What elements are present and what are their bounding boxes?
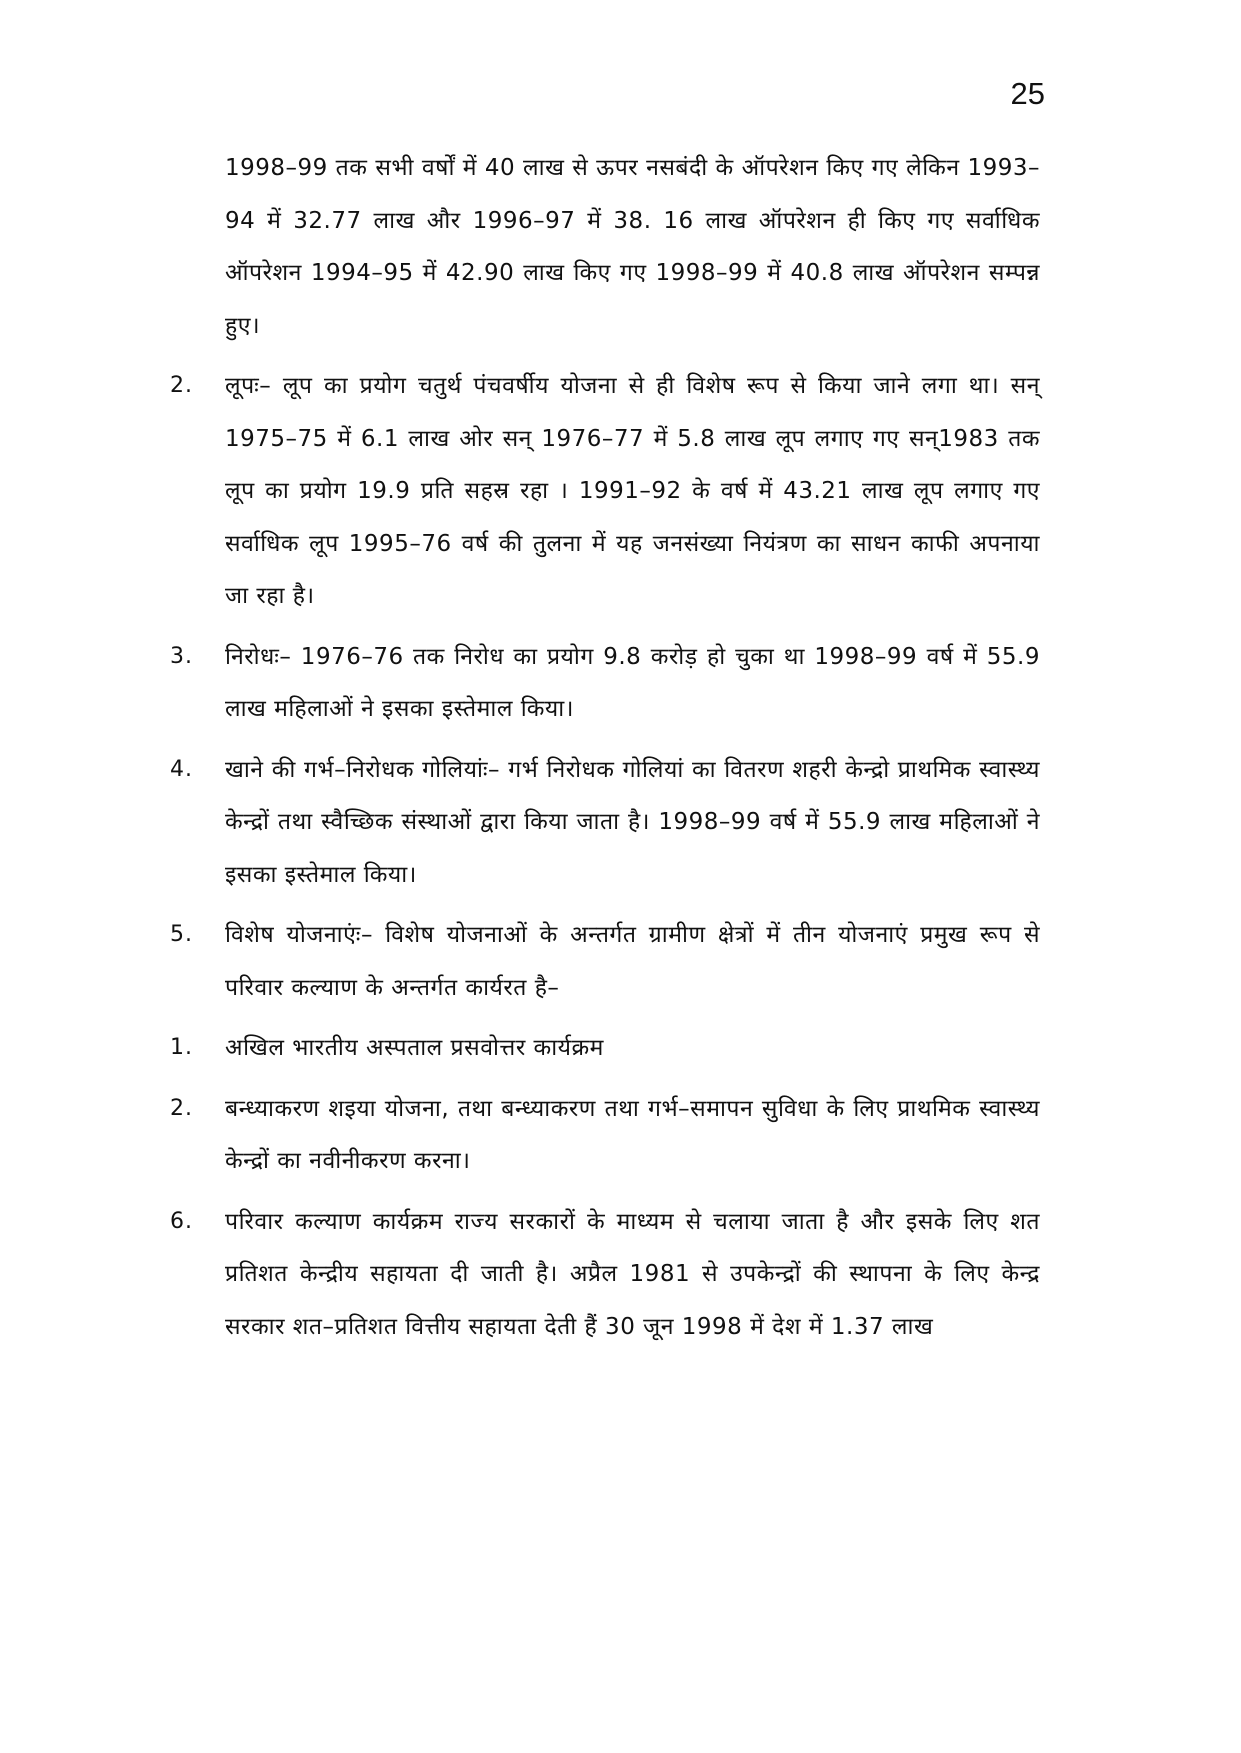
sub-list-item <box>170 1022 1040 1075</box>
list-item-number: 4. <box>170 756 193 782</box>
list-item-text: लूपः– लूप का प्रयोग चतुर्थ पंचवर्षीय योजना से ही विशेष रूप से किया जाने लगा था। सन् 1975–75 में 6.1 लाख ओर सन् 1976–77 में 5.8 लाख लूप लगाए गए सन्1983 तक लूप का प्रयोग 19.9 प्रति सहस्र रहा । 1991–92 के वर्ष में 43.21 लाख लूप लगाए गए सर्वाधिक लूप 1995–76 वर्ष की तुलना में यह जनसंख्या नियंत्रण का साधन काफी अपनाया जा रहा है। <box>225 373 1040 609</box>
list-item-number: 6. <box>170 1208 193 1234</box>
list-item-number: 3. <box>170 643 193 669</box>
list-item-text: परिवार कल्याण कार्यक्रम राज्य सरकारों के माध्यम से चलाया जाता है और इसके लिए शत प्रतिशत केन्द्रीय सहायता दी जाती है। अप्रैल 1981 से उपकेन्द्रों की स्थापना के लिए केन्द्र सरकार शत–प्रतिशत वित्तीय सहायता देती हैं 30 जून 1998 में देश में 1.37 लाख <box>225 1208 1040 1340</box>
list-item-text: विशेष योजनाएंः– विशेष योजनाओं के अन्तर्गत ग्रामीण क्षेत्रों में तीन योजनाएं प्रमुख रूप से परिवार कल्याण के अन्तर्गत कार्यरत है– <box>225 922 1040 1001</box>
list-item <box>170 631 1040 736</box>
list-item-number: 1. <box>170 1035 193 1060</box>
list-item-number: 2. <box>170 1095 193 1121</box>
list-item <box>170 744 1040 902</box>
list-item-number: 2. <box>170 373 193 398</box>
list-item <box>170 1196 1040 1354</box>
list-item <box>170 909 1040 1014</box>
list-item-number: 5. <box>170 922 193 947</box>
list-item-text: खाने की गर्भ–निरोधक गोलियांः– गर्भ निरोधक गोलियां का वितरण शहरी केन्द्रो प्राथमिक स्वास्थ्य केन्द्रों तथा स्वैच्छिक संस्थाओं द्वारा किया जाता है। 1998–99 वर्ष में 55.9 लाख महिलाओं ने इसका इस्तेमाल किया। <box>225 756 1040 888</box>
lead-paragraph: 1998–99 तक सभी वर्षों में 40 लाख से ऊपर नसबंदी के ऑपरेशन किए गए लेकिन 1993–94 में 32.77 लाख और 1996–97 में 38. 16 लाख ऑपरेशन ही किए गए सर्वाधिक ऑपरेशन 1994–95 में 42.90 लाख किए गए 1998–99 में 40.8 लाख ऑपरेशन सम्पन्न हुए। <box>225 155 1040 339</box>
list-item-text: अखिल भारतीय अस्पताल प्रसवोत्तर कार्यक्रम <box>225 1035 604 1061</box>
page-number: 25 <box>1010 76 1045 111</box>
page-content <box>170 142 1040 1361</box>
list-item <box>170 360 1040 623</box>
list-item-text: बन्ध्याकरण शइया योजना, तथा बन्ध्याकरण तथा गर्भ–समापन सुविधा के लिए प्राथमिक स्वास्थ्य केन्द्रों का नवीनीकरण करना। <box>225 1095 1040 1174</box>
list-item-text: निरोधः– 1976–76 तक निरोध का प्रयोग 9.8 करोड़ हो चुका था 1998–99 वर्ष में 55.9 लाख महिलाओं ने इसका इस्तेमाल किया। <box>225 643 1040 722</box>
sub-list-item <box>170 1083 1040 1188</box>
